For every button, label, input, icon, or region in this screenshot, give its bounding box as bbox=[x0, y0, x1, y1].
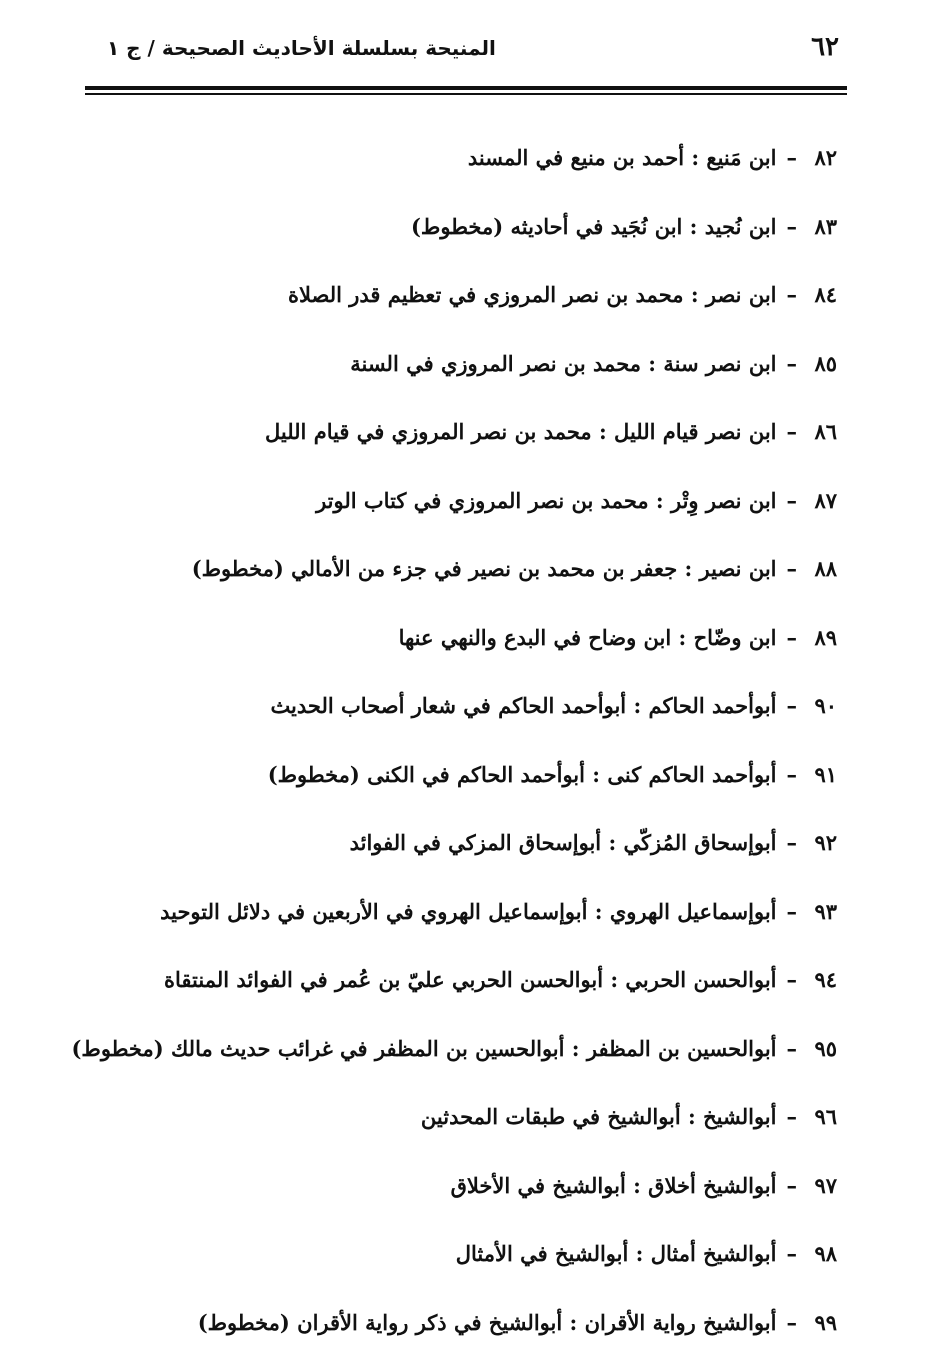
list-item bbox=[77, 1293, 837, 1361]
list-item bbox=[77, 882, 837, 951]
list-item bbox=[77, 265, 837, 334]
entry-text: ابن نصر وِتْر : محمد بن نصر المروزي في كتاب الوتر bbox=[316, 488, 776, 513]
header-rule-thick bbox=[85, 86, 847, 90]
entry-dash: – bbox=[787, 128, 798, 188]
list-item bbox=[77, 197, 837, 266]
entry-text: أبوالشيخ أمثال : أبوالشيخ في الأمثال bbox=[456, 1241, 777, 1266]
entry-text: أبوالشيخ أخلاق : أبوالشيخ في الأخلاق bbox=[451, 1173, 777, 1198]
entry-number: ٩٩ bbox=[807, 1293, 837, 1353]
entry-number: ٩٢ bbox=[807, 813, 837, 873]
entry-text: ابن نصر قيام الليل : محمد بن نصر المروزي في قيام الليل bbox=[265, 419, 777, 444]
entry-dash: – bbox=[787, 1156, 798, 1216]
list-item bbox=[77, 334, 837, 403]
entry-dash: – bbox=[787, 1087, 798, 1147]
entry-number: ٨٣ bbox=[807, 197, 837, 257]
entry-number: ٩٨ bbox=[807, 1224, 837, 1284]
entry-text: ابن وضّاح : ابن وضاح في البدع والنهي عنها bbox=[399, 625, 777, 650]
header-rule-thin bbox=[85, 93, 847, 95]
entry-text: أبوأحمد الحاكم : أبوأحمد الحاكم في شعار أصحاب الحديث bbox=[270, 693, 776, 718]
entry-text: أبوإسحاق المُزكّي : أبوإسحاق المزكي في الفوائد bbox=[350, 830, 777, 855]
list-item bbox=[77, 1224, 837, 1293]
entry-text: أبوالحسين بن المظفر : أبوالحسين بن المظفر في غرائب حديث مالك (مخطوط) bbox=[72, 1036, 777, 1061]
entry-dash: – bbox=[787, 471, 798, 531]
running-title: المنيحة بسلسلة الأحاديث الصحيحة / ج ١ bbox=[107, 36, 496, 60]
entry-number: ٨٢ bbox=[807, 128, 837, 188]
entry-dash: – bbox=[787, 539, 798, 599]
entry-number: ٩٦ bbox=[807, 1087, 837, 1147]
entry-text: أبوالحسن الحربي : أبوالحسن الحربي عليّ بن عُمر في الفوائد المنتقاة bbox=[164, 967, 776, 992]
entry-text: ابن نصير : جعفر بن محمد بن نصير في جزء من الأمالي (مخطوط) bbox=[192, 556, 777, 581]
entry-text: ابن مَنيع : أحمد بن منيع في المسند bbox=[468, 145, 777, 170]
entry-text: ابن نصر : محمد بن نصر المروزي في تعظيم قدر الصلاة bbox=[288, 282, 777, 307]
list-item bbox=[77, 813, 837, 882]
entry-dash: – bbox=[787, 676, 798, 736]
list-item bbox=[77, 1087, 837, 1156]
entry-number: ٩١ bbox=[807, 745, 837, 805]
entry-number: ٨٧ bbox=[807, 471, 837, 531]
entry-dash: – bbox=[787, 265, 798, 325]
entry-dash: – bbox=[787, 813, 798, 873]
entry-dash: – bbox=[787, 402, 798, 462]
entry-dash: – bbox=[787, 950, 798, 1010]
list-item bbox=[77, 1156, 837, 1225]
entry-number: ٩٤ bbox=[807, 950, 837, 1010]
entry-dash: – bbox=[787, 608, 798, 668]
entry-dash: – bbox=[787, 197, 798, 257]
entry-number: ٨٦ bbox=[807, 402, 837, 462]
entry-dash: – bbox=[787, 1293, 798, 1353]
entry-number: ٩٥ bbox=[807, 1019, 837, 1079]
list-item bbox=[77, 539, 837, 608]
list-item bbox=[77, 128, 837, 197]
entry-text: أبوالشيخ : أبوالشيخ في طبقات المحدثين bbox=[421, 1104, 777, 1129]
entry-number: ٨٨ bbox=[807, 539, 837, 599]
entry-text: ابن نُجيد : ابن نُجَيد في أحاديثه (مخطوط) bbox=[411, 214, 777, 239]
entry-number: ٨٤ bbox=[807, 265, 837, 325]
list-item bbox=[77, 745, 837, 814]
entry-number: ٩٣ bbox=[807, 882, 837, 942]
entry-dash: – bbox=[787, 334, 798, 394]
entry-text: أبوإسماعيل الهروي : أبوإسماعيل الهروي في الأربعين في دلائل التوحيد bbox=[160, 899, 776, 924]
list-item bbox=[77, 402, 837, 471]
entry-number: ٩٠ bbox=[807, 676, 837, 736]
list-item bbox=[77, 1019, 837, 1088]
entry-text: أبوأحمد الحاكم كنى : أبوأحمد الحاكم في الكنى (مخطوط) bbox=[268, 762, 777, 787]
entry-number: ٨٩ bbox=[807, 608, 837, 668]
list-item bbox=[77, 950, 837, 1019]
list-item bbox=[77, 608, 837, 677]
entry-dash: – bbox=[787, 1224, 798, 1284]
entry-dash: – bbox=[787, 1019, 798, 1079]
entry-dash: – bbox=[787, 882, 798, 942]
page-header bbox=[85, 28, 847, 80]
abbreviation-list bbox=[77, 128, 837, 1361]
list-item bbox=[77, 471, 837, 540]
entry-text: ابن نصر سنة : محمد بن نصر المروزي في السنة bbox=[350, 351, 776, 376]
entry-number: ٨٥ bbox=[807, 334, 837, 394]
entry-text: أبوالشيخ رواية الأقران : أبوالشيخ في ذكر رواية الأقران (مخطوط) bbox=[198, 1310, 777, 1335]
entry-number: ٩٧ bbox=[807, 1156, 837, 1216]
entry-dash: – bbox=[787, 745, 798, 805]
list-item bbox=[77, 676, 837, 745]
page-number: ٦٢ bbox=[811, 32, 839, 62]
